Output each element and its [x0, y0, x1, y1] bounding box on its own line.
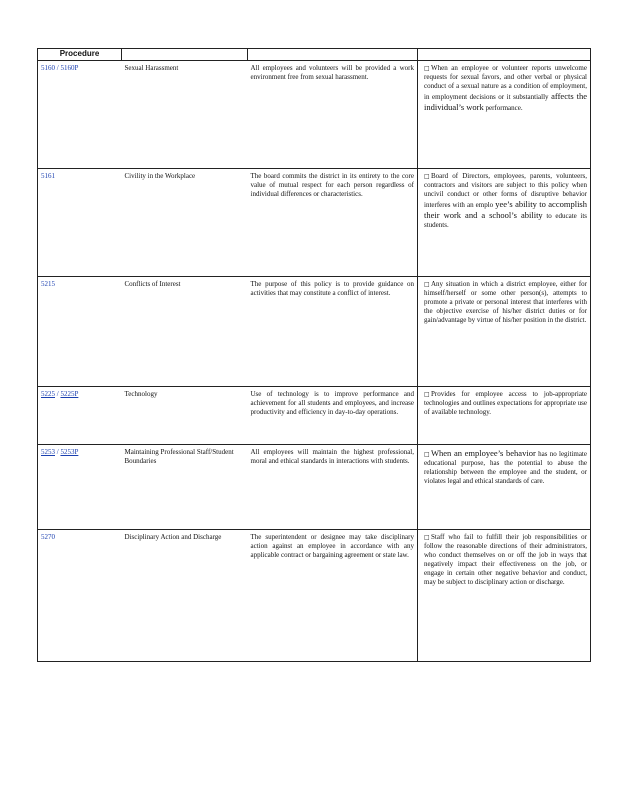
header-procedure: Procedure: [38, 49, 122, 61]
policy-code-link[interactable]: 5253P: [60, 448, 79, 456]
policy-code-cell: [38, 445, 122, 530]
policy-purpose: The superintendent or designee may take disciplinary action against an employee in accordance with any applicable contract or bargaining agreement or state law.: [248, 530, 418, 662]
policy-title: Conflicts of Interest: [122, 277, 248, 387]
policy-definition-cell: [418, 277, 591, 387]
header-blank-3: [248, 49, 418, 61]
policy-definition-emph: yee’s ability to accomplish their work and a school’s ability: [424, 199, 587, 221]
policy-title: Sexual Harassment: [124, 64, 179, 72]
policy-code-link[interactable]: 5160: [41, 64, 55, 72]
policy-code-cell: [38, 277, 122, 387]
bullet-icon: □: [424, 65, 430, 72]
policy-code-link[interactable]: 5215: [41, 280, 55, 288]
policy-definition-cell: [418, 61, 591, 169]
policy-definition-emph: When an employee’s behavior: [431, 448, 536, 458]
policy-code-link[interactable]: 5225P: [60, 390, 79, 398]
table-row: [38, 387, 591, 445]
code-separator: /: [55, 390, 61, 398]
policy-purpose: The purpose of this policy is to provide guidance on activities that may constitute a conflict of interest.: [248, 277, 418, 387]
policy-code-link[interactable]: 5225: [41, 390, 55, 398]
policy-code-cell: [38, 530, 122, 662]
code-separator: /: [55, 64, 61, 72]
policy-definition-cell: [418, 530, 591, 662]
policy-title: Technology: [122, 387, 248, 445]
header-blank-4: [418, 49, 591, 61]
table-row: [38, 445, 591, 530]
policy-definition: Staff who fail to fulfill their job responsibilities or follow the reasonable directions of their administrators, who conduct themselves on or off the job in ways that negatively impact their effectiveness on the job, or engage in certain other negative behavior and conduct, may be subject to disciplinary action or discharge.: [424, 533, 587, 587]
policy-definition: Any situation in which a district employee, either for himself/herself or some other person(s), attempts to promote a private or personal interest that interferes with the objective exercise of his/her district duties or for gain/advantage by virtue of his/her position in the district.: [424, 280, 587, 325]
policy-purpose: Use of technology is to improve performance and achievement for all students and employees, and increase productivity and efficiency in day-to-day operations.: [248, 387, 418, 445]
bullet-icon: □: [424, 391, 430, 398]
policy-definition: When an employee or volunteer reports unwelcome requests for sexual favors, and other verbal or physical conduct of a sexual nature as a condition of employment, in employment decisions or it substantially: [424, 64, 587, 102]
bullet-icon: □: [424, 451, 430, 458]
bullet-icon: □: [424, 281, 430, 288]
policy-code-link[interactable]: 5253: [41, 448, 55, 456]
policy-code-link[interactable]: 5161: [41, 172, 55, 180]
header-blank-2: [122, 49, 248, 61]
policy-purpose: All employees and volunteers will be provided a work environment free from sexual harassment.: [250, 64, 414, 82]
bullet-icon: □: [424, 173, 430, 180]
code-separator: /: [55, 448, 61, 456]
policy-definition-emph: affects the individual’s work: [424, 91, 587, 113]
policy-definition: Provides for employee access to job-appropriate technologies and outlines expectations for appropriate use of available technology.: [424, 390, 587, 417]
policy-definition-tail: has no legitimate educational purpose, has the potential to abuse the relationship between the employee and the student, or violates legal and ethical standards of care.: [424, 450, 587, 486]
policy-definition-tail: performance.: [485, 104, 523, 113]
policy-purpose: All employees will maintain the highest professional, moral and ethical standards in interactions with students.: [248, 445, 418, 530]
bullet-icon: □: [424, 534, 430, 541]
policy-title: Disciplinary Action and Discharge: [122, 530, 248, 662]
policy-title: Maintaining Professional Staff/Student Boundaries: [122, 445, 248, 530]
policy-code-link[interactable]: 5160P: [60, 64, 79, 72]
policy-definition: Board of Directors, employees, parents, volunteers, contractors and visitors are subject to this policy when uncivil conduct or other forms of disruptive behavior interferes with an emplo: [424, 172, 587, 210]
policy-definition-cell: [418, 445, 591, 530]
policy-definition-cell: [418, 169, 591, 277]
table-row: [38, 277, 591, 387]
policy-code-cell: [38, 387, 122, 445]
policy-definition-cell: [418, 387, 591, 445]
table-row: [38, 169, 591, 277]
policy-code-link[interactable]: 5270: [41, 533, 55, 541]
policy-code-cell: [38, 169, 122, 277]
policy-table: [37, 48, 591, 662]
table-row: [38, 61, 591, 169]
policy-title: Civility in the Workplace: [122, 169, 248, 277]
table-body: [38, 61, 591, 662]
table-row: [38, 530, 591, 662]
table-header-row: [38, 49, 591, 61]
policy-code-cell: [38, 61, 122, 169]
policy-definition-tail: to educate its students.: [424, 212, 588, 230]
policy-purpose: The board commits the district in its entirety to the core value of mutual respect for each person regardless of individual differences or characteristics.: [248, 169, 418, 277]
